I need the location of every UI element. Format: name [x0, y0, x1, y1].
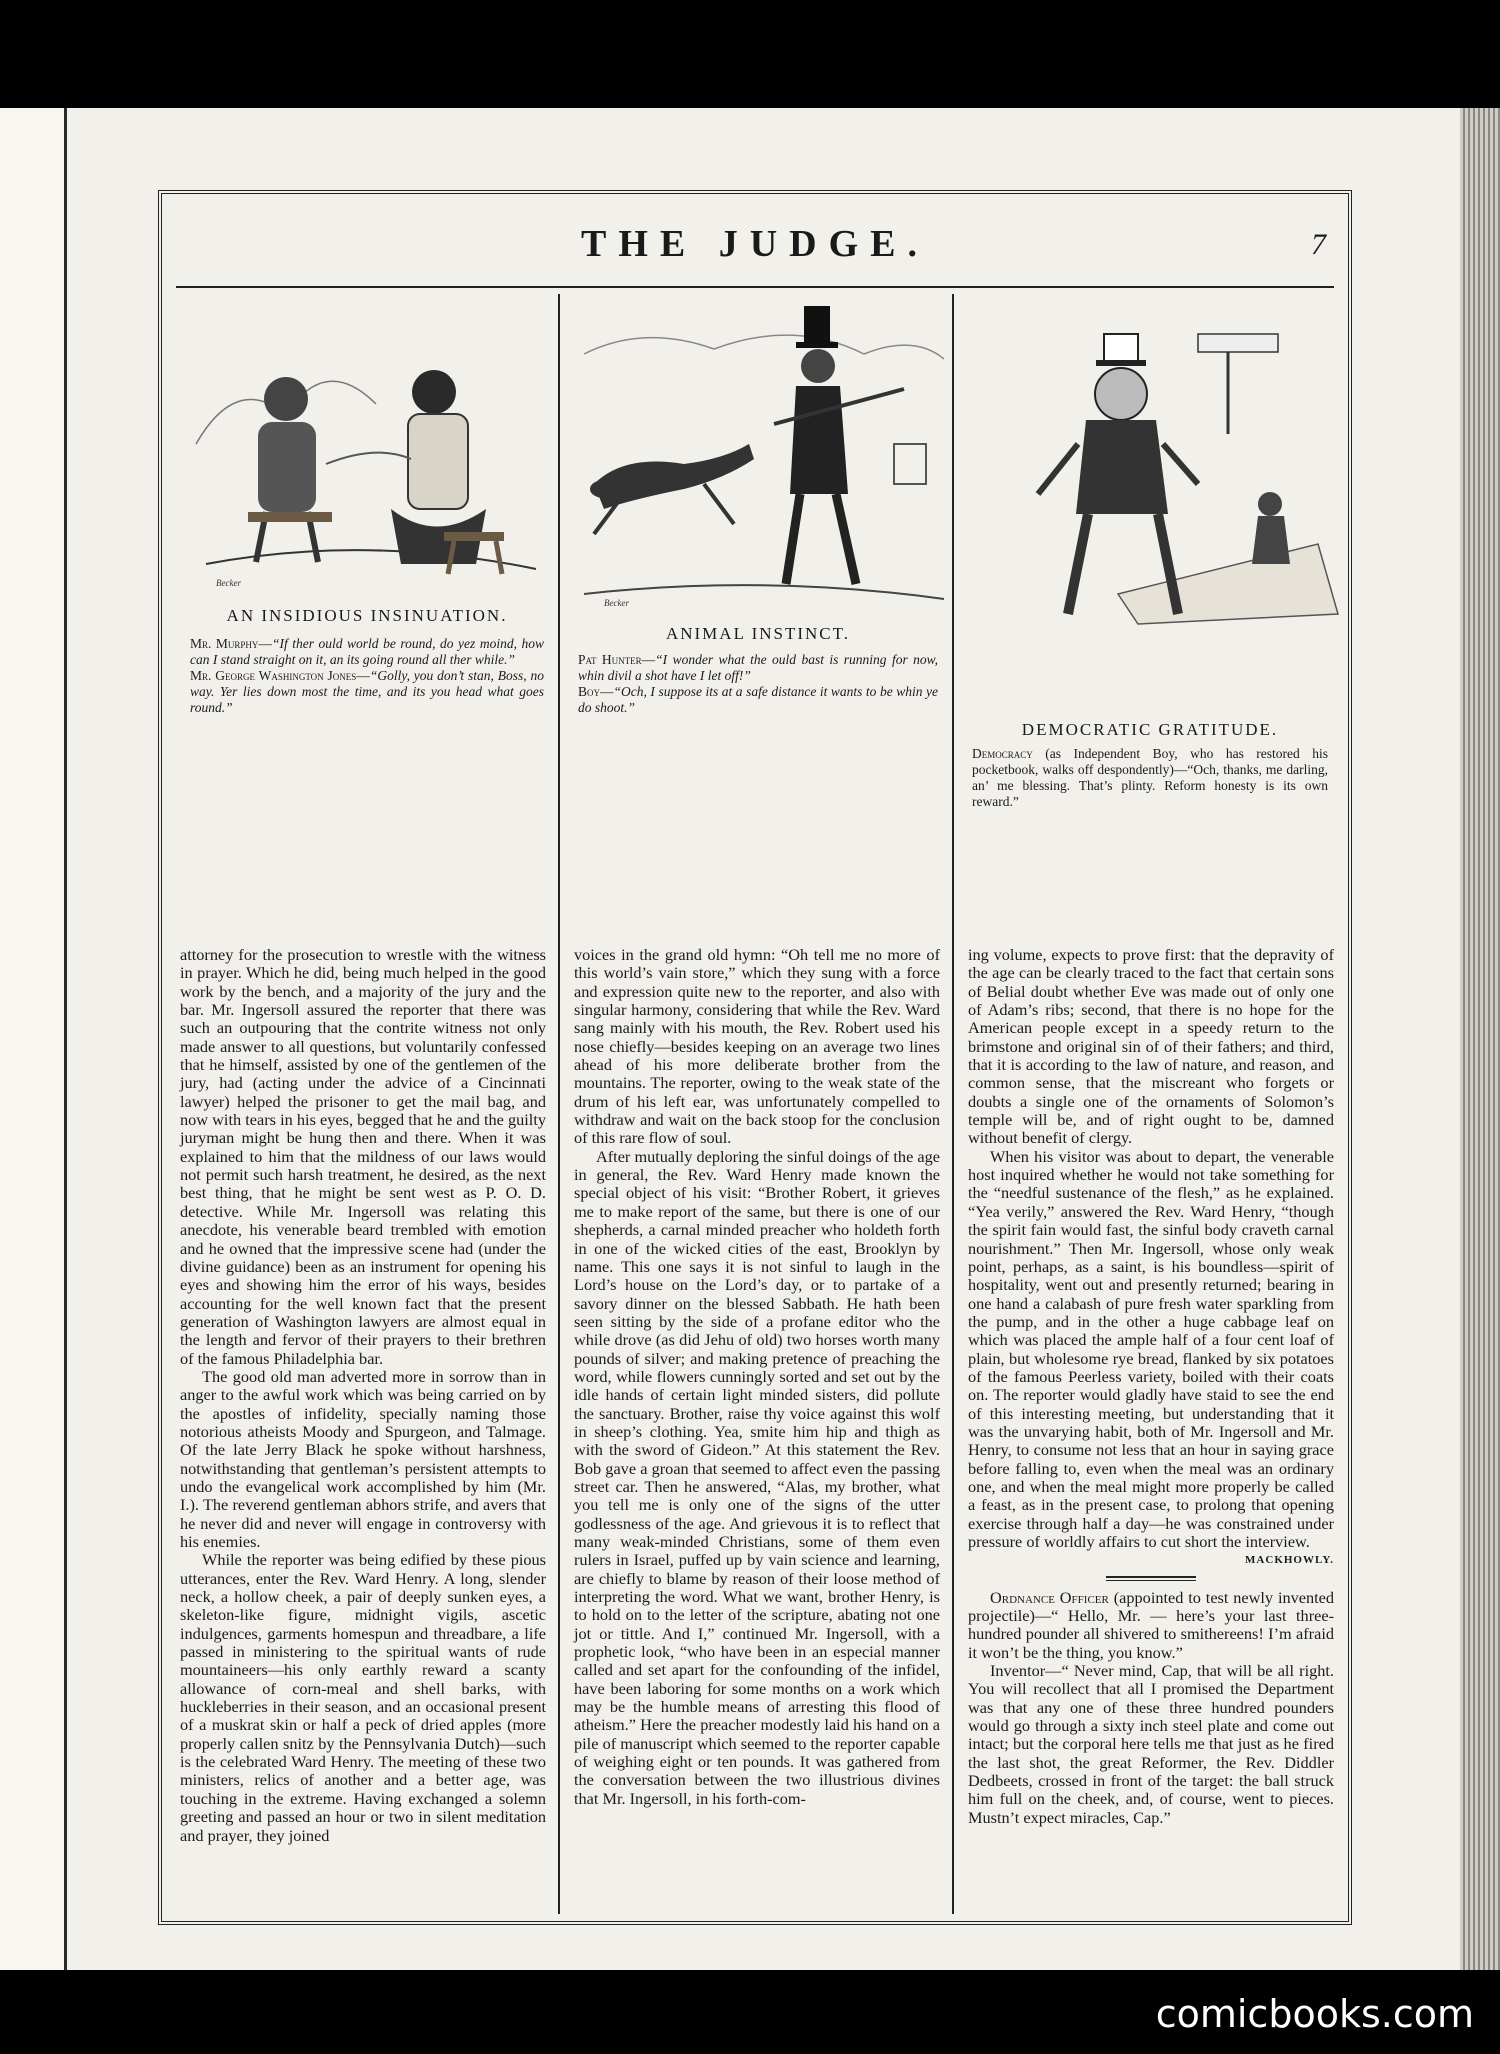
site-watermark: comicbooks.com — [1155, 1992, 1474, 2036]
caption-text: (as Independent Boy, who has restored his pocketbook, walks off despondently)—“Och, thanks, me darling, an’ me blessing. That’s plinty. Reform honesty is its own reward.” — [972, 746, 1328, 809]
caption-speaker: Boy— — [578, 684, 614, 699]
cartoon-title-3: DEMOCRATIC GRATITUDE. — [1021, 720, 1279, 739]
cartoon-democratic-gratitude — [958, 294, 1342, 942]
caption-text: “Golly, you don’t stan, Boss, no way. Yer lies down most the time, and its you head what goes round.” — [190, 668, 544, 715]
caption-speaker: Mr. George Washington Jones— — [190, 668, 370, 683]
cartoon-animal-instinct — [564, 294, 952, 942]
cartoon-illustration-3 — [958, 294, 1342, 634]
caption-text: “I wonder what the ould bast is running for now, whin divil a shot have I let off!” — [578, 652, 938, 683]
cartoon-insidious-insinuation — [176, 294, 558, 942]
caption-text: “If ther ould world be round, do yez moind, how can I stand straight on it, an its going round all ther while.” — [190, 636, 544, 667]
paragraph: attorney for the prosecution to wrestle with the witness in prayer. Which he did, being much helped in the good work by the bench, and a majority of the jury and the bar. Mr. Ingersoll assured the reporter that there was such an outpouring that the contrite witness not only made answer to all questions, but voluntarily confessed that he himself, assisted by one of the gentlemen of the jury, had (acting under the advice of a Cincinnati lawyer) helped the prisoner to get the mail bag, and now with tears in his eyes, begged that he and the guilty juryman might be hung then and there. When it was explained to him that the mildness of our laws would not permit such harsh treatment, he desired, as the next best thing, that he might be sent west as P. O. D. detective. While Mr. Ingersoll was relating this anecdote, his venerable beard trembled with emotion and he owned that the impressive scene had (under the divine guidance) been as an instrument for opening his eyes and showing him the error of his ways, besides accounting for the well known fact that the present generation of Washington lawyers are almost equal in the length and fervor of their prayers to their brethren of the famous Philadelphia bar. — [180, 945, 546, 1368]
caption-speaker: Democracy — [972, 746, 1033, 761]
paragraph: —“ Never mind, Cap, that will be all right. You will recollect that all I promised the Department was that any one of these three hundred pounders would go through a sixty inch steel plate and come out intact; but the corporal here tells me that just as he fired the last shot, the great Reformer, the Rev. Diddler Dedbeets, crossed in front of the target: the ball struck him full on the cheek, and, of course, went to pieces. Mustn’t expect miracles, Cap.” — [968, 1661, 1334, 1827]
paragraph: The good old man adverted more in sorrow than in anger to the awful work which was being carried on by the apostles of infidelity, specially naming those notorious atheists Moody and Spurgeon, and Talmage. Of the late Jerry Black he spoke without harshness, notwithstanding that gentleman’s persistent attempts to undo the evangelical work accomplished by him (Mr. I.). The reverend gentleman abhors strife, and avers that he never did and never will engage in controversy with his enemies. — [180, 1366, 546, 1551]
paragraph: (appointed to test newly invented projectile)—“ Hello, Mr. — here’s your last three-hundred pounder all shivered to smithereens! I’m afraid it won’t be the thing, you know.” — [968, 1587, 1335, 1662]
speaker-label: Inventor — [990, 1661, 1046, 1681]
paragraph: While the reporter was being edified by these pious utterances, enter the Rev. Ward Henry. A long, slender neck, a hollow cheek, a pair of deeply sunken eyes, a skeleton-like figure, midnight vigils, ascetic indulgences, garments homespun and threadbare, a life passed in ministering to the spiritual wants of rude mountaineers—his only earthly reward a scanty allowance of corn-meal and shell barks, with huckleberries in their season, and an occasional present of a muskrat skin or half a peck of dried apples (more properly callen snitz by the Pennsylvania Dutch)—such is the celebrated Ward Henry. The meeting of these two ministers, relics of another and a better age, was touching in the extreme. Having exchanged a solemn greeting and passed an hour or two in silent meditation and prayer, they joined — [180, 1550, 546, 1845]
speaker-label: Ordnance Officer — [990, 1587, 1109, 1607]
page-number: 7 — [1311, 228, 1326, 261]
cartoon-row — [176, 294, 1334, 942]
caption-speaker: Pat Hunter— — [578, 652, 656, 667]
page-edge-band — [1460, 108, 1500, 1970]
article-columns — [162, 946, 1348, 1911]
article-column-3 — [968, 946, 1334, 1911]
article-column-2 — [574, 946, 940, 1911]
cartoon-signature-1: Becker — [216, 578, 241, 588]
author-signature: MACKHOWLY. — [1245, 1554, 1334, 1567]
masthead-rule — [176, 286, 1334, 288]
caption-text: “Och, I suppose its at a safe distance it wants to be whin ye do shoot.” — [578, 684, 938, 715]
article-column-1 — [180, 946, 546, 1911]
cartoon-title-2: ANIMAL INSTINCT. — [665, 624, 851, 643]
paragraph: ing volume, expects to prove first: that the depravity of the age can be clearly traced to the fact that certain sons of Belial doubt whether Eve was made out of only one of Adam’s ribs; second, that there is no hope for the American people except in a speedy return to the brimstone and original sin of of their fathers; and third, that it is according to the law of nature, and reason, and common sense, that the miscreant who forgets or doubts a single one of the ornaments of Solomon’s temple will be, and of right ought to be, damned without benefit of clergy. — [968, 945, 1334, 1148]
cartoon-title-1: AN INSIDIOUS INSINUATION. — [226, 606, 508, 625]
paragraph: voices in the grand old hymn: “Oh tell me no more of this world’s vain store,” which they sung with a force and expression quite new to the reporter, and also with singular harmony, considering that while the Rev. Ward sang mainly with his mouth, the Rev. Robert used his nose chiefly—besides keeping on an average two lines ahead of his more deliberate brother from the mountains. The reporter, owing to the weak state of the drum of his left ear, was unfortunately compelled to withdraw and wait on the back stoop for the conclusion of this rare flow of soul. — [574, 945, 940, 1148]
cartoon-caption-1 — [190, 636, 544, 716]
paragraph: After mutually deploring the sinful doings of the age in general, the Rev. Ward Henry made known the special object of his visit: “Brother Robert, it grieves me to make report of the same, but there is one of our shepherds, a carnal minded preacher who holdeth forth in one of the wicked cities of the east, Brooklyn by name. This one says it is not sinful to laugh in the Lord’s house on the Lord’s day, or to partake of a savory dinner on the blessed Sabbath. He hath been seen sitting by the side of a profane editor who the while drove (as did Jehu of old) two horses worth many pounds of silver; and making pretence of preaching the word, while flowers cunningly sorted and set out by the idle hands of certain light minded sisters, did pollute the sanctuary. Brother, raise thy voice against this wolf in sheep’s clothing. Yea, smite him hip and thigh as with the sword of Gideon.” At this statement the Rev. Bob gave a groan that seemed to affect even the passing street car. Then he answered, “Alas, my brother, what you tell me is only one of the signs of the utter godlessness of the age. And grievous it is to reflect that many weak-minded Christians, some of them even rulers in Israel, puffed up by vain science and learning, are chiefly to blame by reason of their loose method of interpreting the word. What we want, brother Henry, is to hold on to the letter of the scripture, abating not one jot or tittle. And I,” continued Mr. Ingersoll, with a prophetic look, “who have been in an especial manner called and set apart for the confounding of the infidel, have been laboring for some months on a work which may be the humble means of arresting this flood of atheism.” Here the preacher modestly laid his hand on a pile of manuscript which seemed to the reporter capable of weighing eight or ten pounds. It was gathered from the conversation between the two illustrious divines that Mr. Ingersoll, in his forth-com- — [574, 1146, 940, 1808]
page-frame — [158, 190, 1352, 1925]
masthead-title: THE JUDGE. — [580, 223, 930, 265]
section-rule — [1106, 1576, 1196, 1581]
binding-gutter — [0, 108, 67, 1970]
paragraph: When his visitor was about to depart, the venerable host inquired whether he would not take something for the “needful sustenance of the flesh,” as he explained. “Yea verily,” answered the Rev. Ward Henry, “though the spirit fain would fast, the sinful body craveth carnal nourishment.” Then Mr. Ingersoll, whose only weak point, perhaps, as a saint, is his boundless—spirit of hospitality, went out and presently returned; bearing in one hand a calabash of pure fresh water sparkling from the pump, and in the other a huge cabbage leaf on which was placed the ample half of a four cent loaf of plain, but wholesome rye bread, flanked by six potatoes of the famous Peerless variety, boiled with their coats on. The reporter would gladly have staid to see the end of this interesting meeting, but understanding that it was the unvarying habit, both of Mr. Ingersoll and Mr. Henry, to consume not less that an hour in saying grace before falling to, even when the meal was an ordinary one, and when the meal might more properly be called a feast, as in the present case, to prolong that opening exercise through half a day—he was constrained under pressure of worldly affairs to cut short the interview. — [968, 1146, 1334, 1551]
caption-speaker: Mr. Murphy— — [190, 636, 272, 651]
cartoon-signature-2: Becker — [604, 598, 629, 608]
cartoon-caption-3 — [972, 746, 1328, 810]
cartoon-illustration-2 — [564, 294, 952, 614]
cartoon-caption-2 — [578, 652, 938, 716]
cartoon-illustration-1 — [176, 294, 558, 594]
